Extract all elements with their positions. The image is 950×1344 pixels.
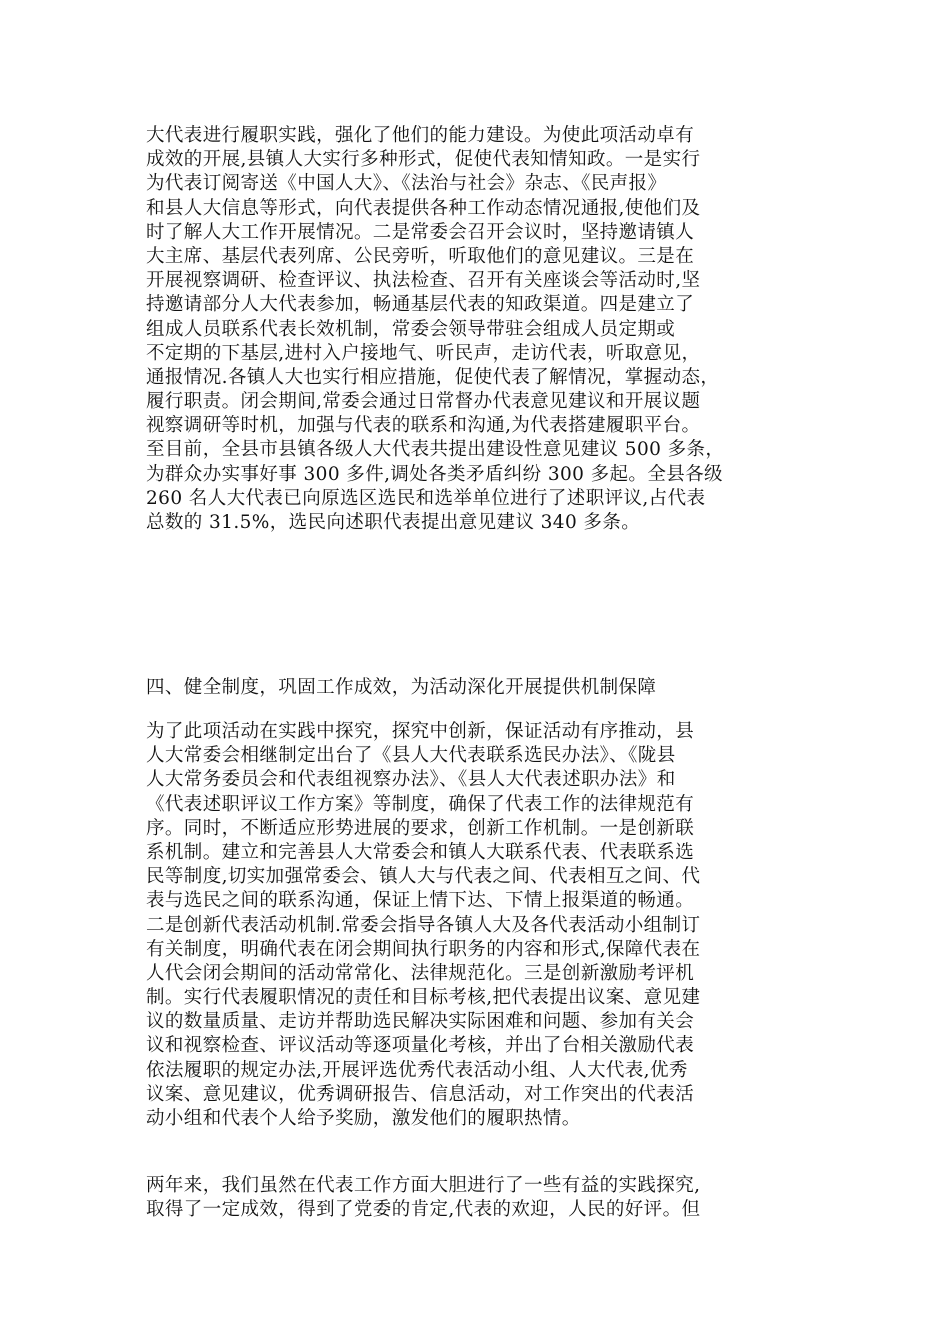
text-line: 系机制。建立和完善县人大常委会和镇人大联系代表、代表联系选 bbox=[146, 841, 695, 863]
text-line: 时了解人大工作开展情况。二是常委会召开会议时，坚持邀请镇人 bbox=[146, 221, 695, 243]
text-line: 开展视察调研、检查评议、执法检查、召开有关座谈会等活动时,坚 bbox=[146, 270, 701, 292]
text-line: 成效的开展,县镇人大实行多种形式，促使代表知情知政。一是实行 bbox=[146, 149, 701, 171]
text-line: 和县人大信息等形式，向代表提供各种工作动态情况通报,使他们及 bbox=[146, 197, 701, 219]
text-line: 动小组和代表个人给予奖励，激发他们的履职热情。 bbox=[146, 1108, 581, 1129]
text-line: 有关制度，明确代表在闭会期间执行职务的内容和形式,保障代表在 bbox=[146, 938, 701, 960]
text-line: 260 名人大代表已向原选区选民和选举单位进行了述职评议,占代表 bbox=[146, 487, 706, 509]
section-heading-text: 四、健全制度，巩固工作成效，为活动深化开展提供机制保障 bbox=[146, 677, 657, 698]
text-line: 通报情况.各镇人大也实行相应措施，促使代表了解情况，掌握动态， bbox=[146, 366, 720, 388]
paragraph-summary bbox=[146, 1174, 816, 1222]
text-line: 议的数量质量、走访并帮助选民解决实际困难和问题、参加有关会 bbox=[146, 1011, 695, 1033]
text-line: 为了此项活动在实践中探究，探究中创新，保证活动有序推动，县 bbox=[146, 721, 695, 742]
text-line: 民等制度,切实加强常委会、镇人大与代表之间、代表相互之间、代 bbox=[146, 866, 701, 888]
text-line: 人大常务委员会和代表组视察办法》、《县人大代表述职办法》和 bbox=[146, 769, 676, 791]
paragraph-representative-practice bbox=[146, 124, 816, 535]
text-line: 议和视察检查、评议活动等逐项量化考核，并出了台相关激励代表 bbox=[146, 1035, 695, 1057]
text-line: 大主席、基层代表列席、公民旁听，听取他们的意见建议。三是在 bbox=[146, 245, 695, 267]
text-line: 持邀请部分人大代表参加，畅通基层代表的知政渠道。四是建立了 bbox=[146, 294, 695, 316]
text-line: 组成人员联系代表长效机制，常委会领导带驻会组成人员定期或 bbox=[146, 318, 676, 340]
text-line: 《代表述职评议工作方案》等制度，确保了代表工作的法律规范有 bbox=[146, 793, 695, 815]
text-line: 为代表订阅寄送《中国人大》、《法治与社会》杂志、《民声报》 bbox=[146, 173, 667, 195]
text-line: 履行职责。闭会期间,常委会通过日常督办代表意见建议和开展议题 bbox=[146, 391, 701, 413]
text-line: 表与选民之间的联系沟通，保证上情下达、下情上报渠道的畅通。 bbox=[146, 890, 695, 912]
text-line: 序。同时，不断适应形势进展的要求，创新工作机制。一是创新联 bbox=[146, 817, 695, 839]
text-line: 议案、意见建议，优秀调研报告、信息活动，对工作突出的代表活 bbox=[146, 1083, 695, 1105]
text-line: 二是创新代表活动机制.常委会指导各镇人大及各代表活动小组制订 bbox=[146, 914, 701, 936]
text-line: 至目前，全县市县镇各级人大代表共提出建设性意见建议 500 多条， bbox=[146, 439, 725, 461]
text-line: 人大常委会相继制定出台了《县人大代表联系选民办法》、《陇县 bbox=[146, 745, 676, 767]
text-line: 依法履职的规定办法,开展评选优秀代表活动小组、人大代表,优秀 bbox=[146, 1059, 688, 1081]
text-line: 人代会闭会期间的活动常常化、法律规范化。三是创新激励考评机 bbox=[146, 962, 695, 984]
text-line: 取得了一定成效，得到了党委的肯定,代表的欢迎，人民的好评。但 bbox=[146, 1199, 701, 1221]
text-line: 视察调研等时机，加强与代表的联系和沟通,为代表搭建履职平台。 bbox=[146, 415, 701, 437]
text-line: 制。实行代表履职情况的责任和目标考核,把代表提出议案、意见建 bbox=[146, 987, 701, 1009]
text-line: 为群众办实事好事 300 多件,调处各类矛盾纠纷 300 多起。全县各级 bbox=[146, 463, 723, 485]
text-line: 不定期的下基层,进村入户接地气、听民声，走访代表，听取意见， bbox=[146, 342, 701, 364]
text-line: 总数的 31.5%，选民向述职代表提出意见建议 340 多条。 bbox=[146, 512, 641, 533]
text-line: 两年来，我们虽然在代表工作方面大胆进行了一些有益的实践探究, bbox=[146, 1175, 701, 1196]
paragraph-system-building bbox=[146, 720, 816, 1131]
section-heading bbox=[146, 676, 816, 700]
text-line: 大代表进行履职实践，强化了他们的能力建设。为使此项活动卓有 bbox=[146, 125, 695, 146]
